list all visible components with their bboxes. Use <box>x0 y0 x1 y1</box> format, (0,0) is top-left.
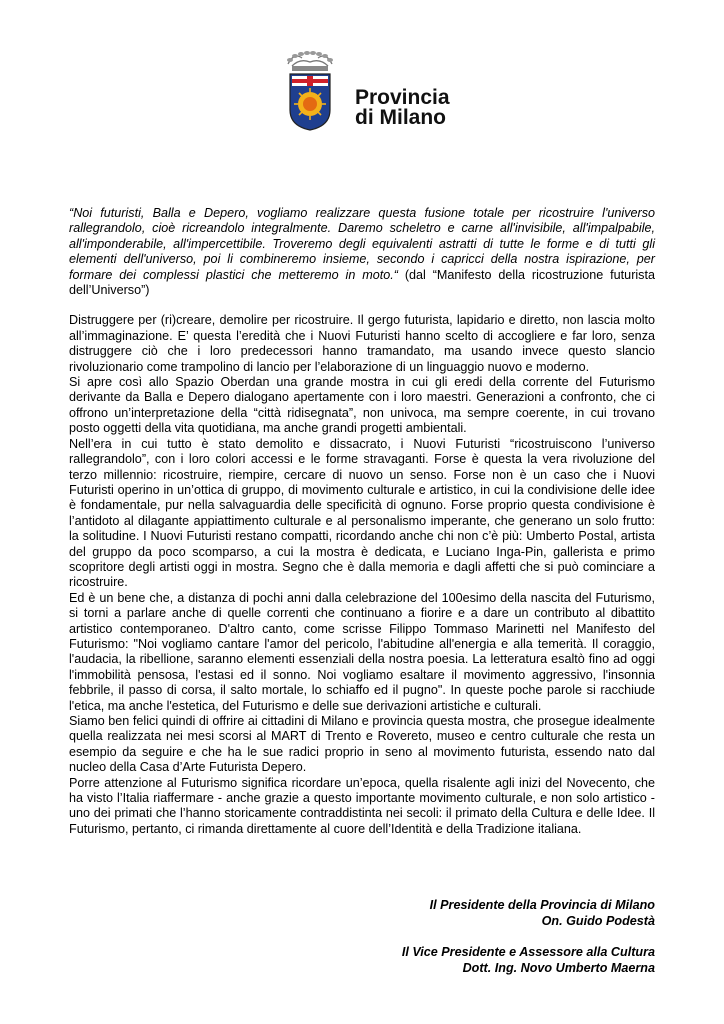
body-paragraph-1: Distruggere per (ri)creare, demolire per ricostruire. Il gergo futurista, lapidario e diretto, non lascia molto all’immaginazione. E’ questa l’eredità che i Nuovi Futuristi hanno scelto di accogliere e far loro, senza distruggere ciò che i loro predecessori hanno tramandato, ma usando invece questo slancio rivoluzionario come trampolino di lancio per l’elaborazione di un linguaggio nuovo e moderno. <box>69 313 655 374</box>
brand-line-1: Provincia <box>355 86 450 109</box>
body-paragraph-3: Nell’era in cui tutto è stato demolito e dissacrato, i Nuovi Futuristi “ricostruiscono l’universo rallegrandolo”, con i loro colori accessi e le forme stravaganti. Forse è questa la vera rivoluzione del terzo millennio: ricostruire, riempire, cercare di nuovo un senso. Forse non è un caso che i Nuovi Futuristi operino in un’ottica di gruppo, di movimento culturale e artistico, in cui la condivisione delle idee è fondamentale, pur nella salvaguardia delle specificità di ognuno. Forse proprio questa condivisione è l’antidoto al dilagante appiattimento culturale e al personalismo imperante, che generano un solo frutto: la solitudine. I Nuovi Futuristi restano compatti, ricordando anche chi non c’è più: Umberto Postal, artista del gruppo da poco scomparso, a cui la mostra è dedicata, e Luciano Inga-Pin, gallerista e primo scopritore degli artisti oggi in mostra. Segno che è dalla memoria e dagli affetti che si può cominciare a ricostruire. <box>69 436 655 590</box>
quote-source: (dal “Manifesto della ricostruzione futurista dell’Universo”) <box>69 267 655 298</box>
body-paragraph-2: Si apre così allo Spazio Oberdan una grande mostra in cui gli eredi della corrente del Futurismo derivante da Balla e Depero dialogano apertamente con i loro maestri. Generazioni a confronto, che ci offrono un’interpretazione della “città ridisegnata”, non univoca, ma sempre coerente, in cui trovano posto oggetti della vita quotidiana, ma anche grandi progetti ambientali. <box>69 375 655 436</box>
brand-line-2: di Milano <box>355 106 446 129</box>
body-paragraph-6: Porre attenzione al Futurismo significa ricordare un’epoca, quella risalente agli inizi del Novecento, che ha visto l’Italia riaffermare - anche grazie a questo importante movimento culturale, e non solo artistico - uno dei primati che l’hanno storicamente contraddistinta nei secoli: il primato della Cultura e delle Idee. Il Futurismo, pertanto, ci rimanda direttamente al cuore dell’Identità e della Tradizione italiana. <box>69 775 655 836</box>
signature-role-vice-president: Il Vice Presidente e Assessore alla Cultura <box>401 945 655 960</box>
spacer <box>402 929 655 945</box>
signature-name-vice-president: Dott. Ing. Novo Umberto Maerna <box>462 960 655 975</box>
brand-wordmark <box>355 88 450 128</box>
signature-block <box>402 898 655 976</box>
provincia-crest-logo <box>280 48 340 132</box>
body-paragraph-4: Ed è un bene che, a distanza di pochi anni dalla celebrazione del 100esimo della nascita del Futurismo, si torni a parlare anche di quelle correnti che continuano a fiorire e a dare un contributo al dibattito artistico contemporaneo. D'altro canto, come scrisse Filippo Tommaso Marinetti nel Manifesto del Futurismo: "Noi vogliamo cantare l'amor del pericolo, l'abitudine all'energia e alla temerità. Il coraggio, l'audacia, la ribellione, saranno elementi essenziali della nostra poesia. La letteratura esaltò fino ad oggi l'immobilità pensosa, l'estasi ed il sonno. Noi vogliamo esaltare il movimento aggressivo, l'insonnia febbrile, il passo di corsa, il salto mortale, lo schiaffo ed il pugno". In queste poche parole si racchiude l'etica, ma anche l'estetica, del Futurismo e delle sue derivazioni artistiche e culturali. <box>69 590 655 713</box>
signature-name-president: On. Guido Podestà <box>541 913 655 928</box>
intro-paragraph <box>69 206 655 298</box>
signature-role-president: Il Presidente della Provincia di Milano <box>429 898 655 912</box>
document-body <box>69 206 655 837</box>
body-paragraph-5: Siamo ben felici quindi di offrire ai cittadini di Milano e provincia questa mostra, che prosegue idealmente quella realizzata nei mesi scorsi al MART di Trento e Rovereto, museo e centro culturale che resta un esempio da seguire e che ha le sue radici proprio in seno al movimento futurista, essendo nato dal nucleo della Casa d’Arte Futurista Depero. <box>69 714 655 775</box>
header <box>280 48 480 132</box>
spacer <box>69 298 655 313</box>
manifesto-quote: “Noi futuristi, Balla e Depero, vogliamo realizzare questa fusione totale per ricostruire l'universo rallegrandolo, cioè ricreandolo integralmente. Daremo scheletro e carne all'invisibile, all'impalpabile, all'imponderabile, all'impercettibile. Troveremo degli equivalenti astratti di tutte le forme e di tutti gli elementi dell'universo, poi li combineremo insieme, secondo i capricci della nostra ispirazione, per formare dei complessi plastici che metteremo in moto.“ <box>69 206 655 282</box>
